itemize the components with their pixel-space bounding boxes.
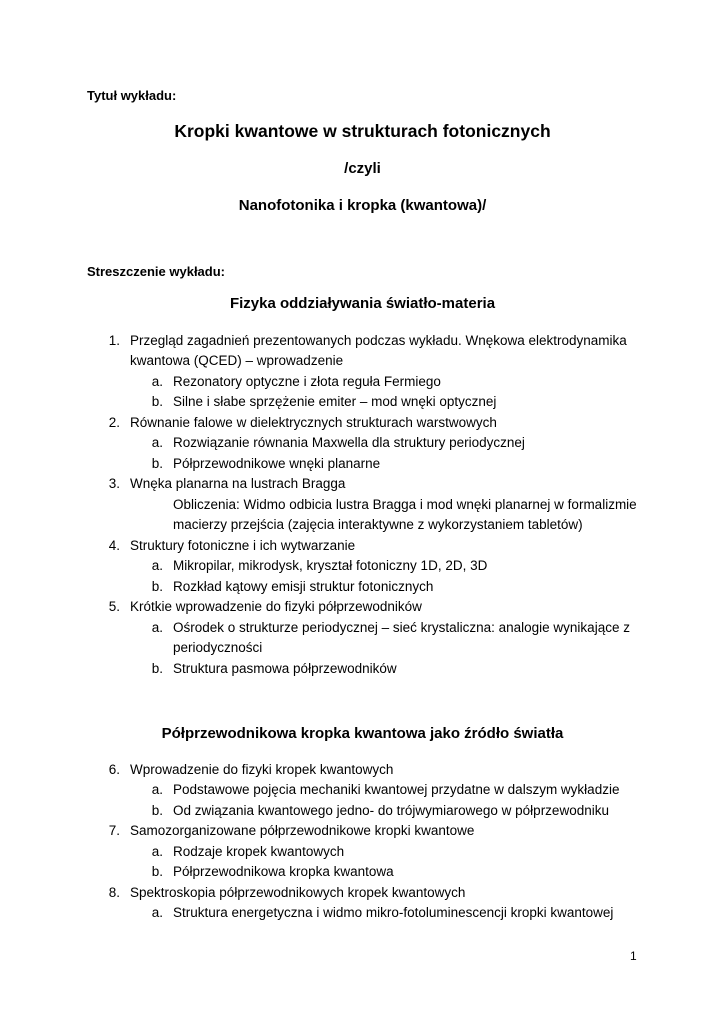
title-or: /czyli [344,160,381,177]
sub-item: Półprzewodnikowa kropka kwantowa [173,864,394,879]
list-item: Równanie falowe w dielektrycznych strukturach warstwowych [130,415,497,430]
sub-letter: b. [151,456,163,471]
sub-letter: a. [151,558,163,573]
sub-item: Rozkład kątowy emisji struktur fotonicznych [173,579,434,594]
list-item: Wprowadzenie do fizyki kropek kwantowych [130,762,394,777]
sub-letter: a. [151,620,163,635]
sub-letter: b. [151,394,163,409]
list-number: 2. [108,415,120,430]
sub-item-continuation: periodyczności [173,640,263,655]
list-number: 1. [108,333,120,348]
list-number: 8. [108,885,120,900]
list-number: 3. [108,476,120,491]
list-item: Krótkie wprowadzenie do fizyki półprzewodników [130,599,422,614]
list-number: 5. [108,599,120,614]
list-item-continuation: kwantowa (QCED) – wprowadzenie [130,353,344,368]
list-item-note: macierzy przejścia (zajęcia interaktywne z wykorzystaniem tabletów) [173,517,583,532]
section-heading-1: Fizyka oddziaływania światło-materia [229,295,496,312]
list-number: 4. [108,538,120,553]
sub-letter: a. [151,782,163,797]
list-item: Wnęka planarna na lustrach Bragga [130,476,346,491]
sub-item: Rozwiązanie równania Maxwella dla struktury periodycznej [173,435,525,450]
sub-item: Rezonatory optyczne i złota reguła Fermiego [173,374,441,389]
list-number: 6. [108,762,120,777]
sub-item: Silne i słabe sprzężenie emiter – mod wnęki optycznej [173,394,497,409]
sub-letter: a. [151,435,163,450]
section-heading-2: Półprzewodnikowa kropka kwantowa jako źródło światła [161,725,564,742]
sub-letter: b. [151,864,163,879]
sub-letter: b. [151,661,163,676]
list-item: Spektroskopia półprzewodnikowych kropek kwantowych [130,885,466,900]
title-label: Tytuł wykładu: [87,88,177,103]
sub-item: Struktura energetyczna i widmo mikro-fotoluminescencji kropki kwantowej [173,905,614,920]
sub-letter: b. [151,579,163,594]
sub-letter: a. [151,844,163,859]
page-number: 1 [630,949,637,963]
sub-item: Od związania kwantowego jedno- do trójwymiarowego w półprzewodniku [173,803,609,818]
list-item-note: Obliczenia: Widmo odbicia lustra Bragga i mod wnęki planarnej w formalizmie [173,497,637,512]
sub-item: Ośrodek o strukturze periodycznej – sieć krystaliczna: analogie wynikające z [173,620,630,635]
sub-item: Podstawowe pojęcia mechaniki kwantowej przydatne w dalszym wykładzie [173,782,620,797]
sub-item: Struktura pasmowa półprzewodników [173,661,397,676]
sub-item: Mikropilar, mikrodysk, kryształ fotoniczny 1D, 2D, 3D [173,558,488,573]
list-item: Samozorganizowane półprzewodnikowe kropki kwantowe [130,823,475,838]
sub-item: Rodzaje kropek kwantowych [173,844,345,859]
lecture-subtitle: Nanofotonika i kropka (kwantowa)/ [238,197,487,214]
sub-letter: b. [151,803,163,818]
sub-item: Półprzewodnikowe wnęki planarne [173,456,381,471]
list-number: 7. [108,823,120,838]
sub-letter: a. [151,905,163,920]
lecture-title: Kropki kwantowe w strukturach fotonicznych [174,121,551,141]
summary-label: Streszczenie wykładu: [87,264,225,279]
list-item: Struktury fotoniczne i ich wytwarzanie [130,538,356,553]
sub-letter: a. [151,374,163,389]
list-item: Przegląd zagadnień prezentowanych podczas wykładu. Wnękowa elektrodynamika [130,333,627,348]
